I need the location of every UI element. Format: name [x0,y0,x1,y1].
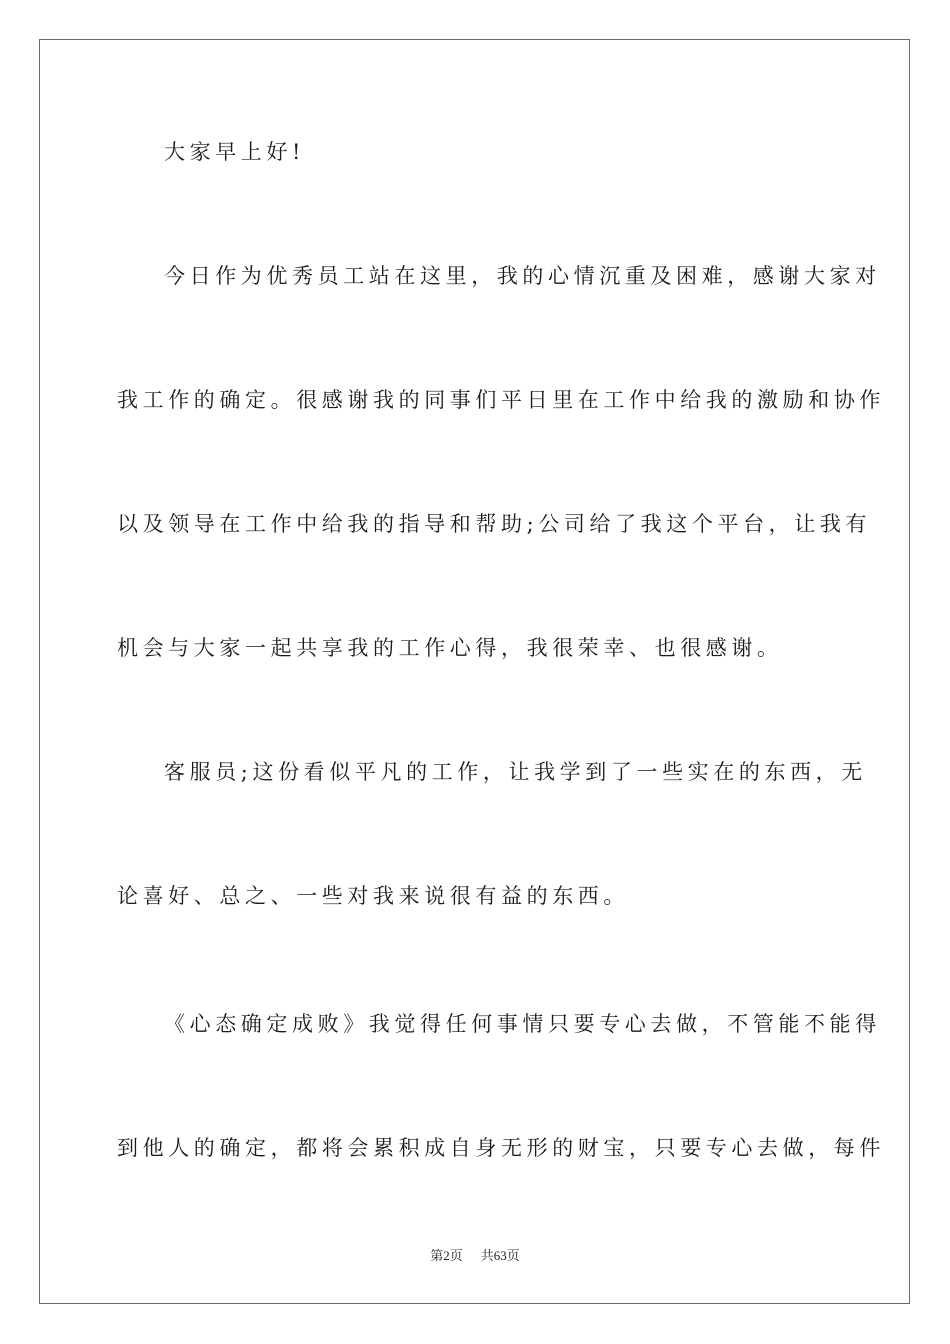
total-pages: 共63页 [480,1248,520,1263]
paragraph-line-5: 机会与大家一起共享我的工作心得，我很荣幸、也很感谢。 [117,636,783,660]
paragraph-line-3: 我工作的确定。很感谢我的同事们平日里在工作中给我的激励和协作 [117,388,885,412]
page-number: 第2页 [430,1248,463,1263]
paragraph-line-4: 以及领导在工作中给我的指导和帮助;公司给了我这个平台，让我有 [117,512,872,536]
paragraph-line-7: 论喜好、总之、一些对我来说很有益的东西。 [117,884,629,908]
page-border [39,39,910,1304]
paragraph-line-6: 客服员;这份看似平凡的工作，让我学到了一些实在的东西，无 [164,760,867,784]
paragraph-line-9: 到他人的确定，都将会累积成自身无形的财宝，只要专心去做，每件 [117,1136,885,1160]
paragraph-line-8: 《心态确定成败》我觉得任何事情只要专心去做，不管能不能得 [164,1012,881,1036]
page-footer [0,1248,950,1264]
paragraph-line-2: 今日作为优秀员工站在这里，我的心情沉重及困难，感谢大家对 [164,264,881,288]
paragraph-line-1: 大家早上好! [164,140,306,164]
